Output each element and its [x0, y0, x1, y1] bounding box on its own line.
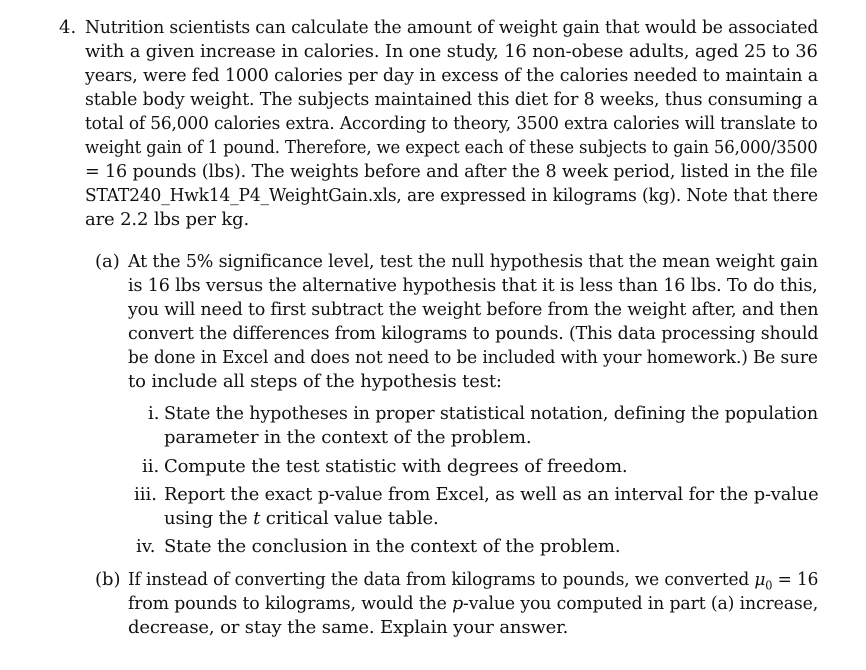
intro-line-3: years, were fed 1000 calories per day in excess of the calories needed to maintain a [85, 65, 819, 86]
intro-line-2: with a given increase in calories. In one study, 16 non-obese adults, aged 25 to 36 [85, 41, 818, 62]
step-ii-line-1: Compute the test statistic with degrees of freedom. [164, 456, 628, 477]
step-iv-line-1: State the conclusion in the context of the problem. [164, 536, 621, 557]
step-iii-line-2-pre: using the [164, 508, 254, 529]
part-b-line-2-post: -value you computed in part (a) increase, [462, 593, 819, 614]
intro-line-6: weight gain of 1 pound. Therefore, we expect each of these subjects to gain 56,000/3500 [85, 137, 818, 158]
mu-symbol: μ [754, 569, 766, 590]
part-b-label: (b) [95, 569, 121, 590]
step-iii-line-1: Report the exact p-value from Excel, as well as an interval for the p-value [164, 484, 819, 505]
p-variable: p [452, 593, 463, 614]
intro-line-9: are 2.2 lbs per kg. [85, 209, 250, 230]
step-i-line-2: parameter in the context of the problem. [164, 427, 532, 448]
part-b-line-2 [128, 592, 818, 616]
step-ii-label: ii. [142, 456, 160, 477]
step-iii-line-2 [164, 507, 439, 531]
intro-line-4: stable body weight. The subjects maintained this diet for 8 weeks, thus consuming a [85, 89, 818, 110]
part-a-line-6: to include all steps of the hypothesis test: [128, 371, 502, 392]
part-a-line-3: you will need to first subtract the weight before from the weight after, and then [128, 299, 819, 320]
intro-line-7: = 16 pounds (lbs). The weights before and after the 8 week period, listed in the file [85, 161, 818, 182]
step-iii-line-2-post: critical value table. [260, 508, 439, 529]
part-b-line-3: decrease, or stay the same. Explain your answer. [128, 617, 569, 638]
intro-line-1: Nutrition scientists can calculate the amount of weight gain that would be associated [85, 17, 819, 38]
intro-line-8: STAT240_Hwk14_P4_WeightGain.xls, are expressed in kilograms (kg). Note that there [85, 185, 818, 206]
step-i-line-1: State the hypotheses in proper statistical notation, defining the population [164, 403, 819, 424]
part-a-line-4: convert the differences from kilograms to pounds. (This data processing should [128, 323, 819, 344]
part-b-line-1-pre: If instead of converting the data from kilograms to pounds, we converted [128, 569, 755, 590]
step-iv-label: iv. [136, 536, 156, 557]
step-i-label: i. [148, 403, 160, 424]
t-variable: t [253, 508, 261, 529]
part-b-line-1 [128, 568, 818, 592]
part-a-line-5: be done in Excel and does not need to be included with your homework.) Be sure [128, 347, 818, 368]
step-iii-label: iii. [134, 484, 157, 505]
part-a-label: (a) [95, 251, 120, 272]
mu-subscript: 0 [765, 578, 773, 593]
part-a-line-1: At the 5% significance level, test the null hypothesis that the mean weight gain [128, 251, 818, 272]
problem-number: 4. [59, 17, 77, 38]
part-a-line-2: is 16 lbs versus the alternative hypothesis that it is less than 16 lbs. To do this, [128, 275, 818, 296]
part-b-line-1-post: = 16 [772, 569, 819, 590]
part-b-line-2-pre: from pounds to kilograms, would the [128, 593, 453, 614]
intro-line-5: total of 56,000 calories extra. According to theory, 3500 extra calories will translate to [85, 113, 818, 134]
